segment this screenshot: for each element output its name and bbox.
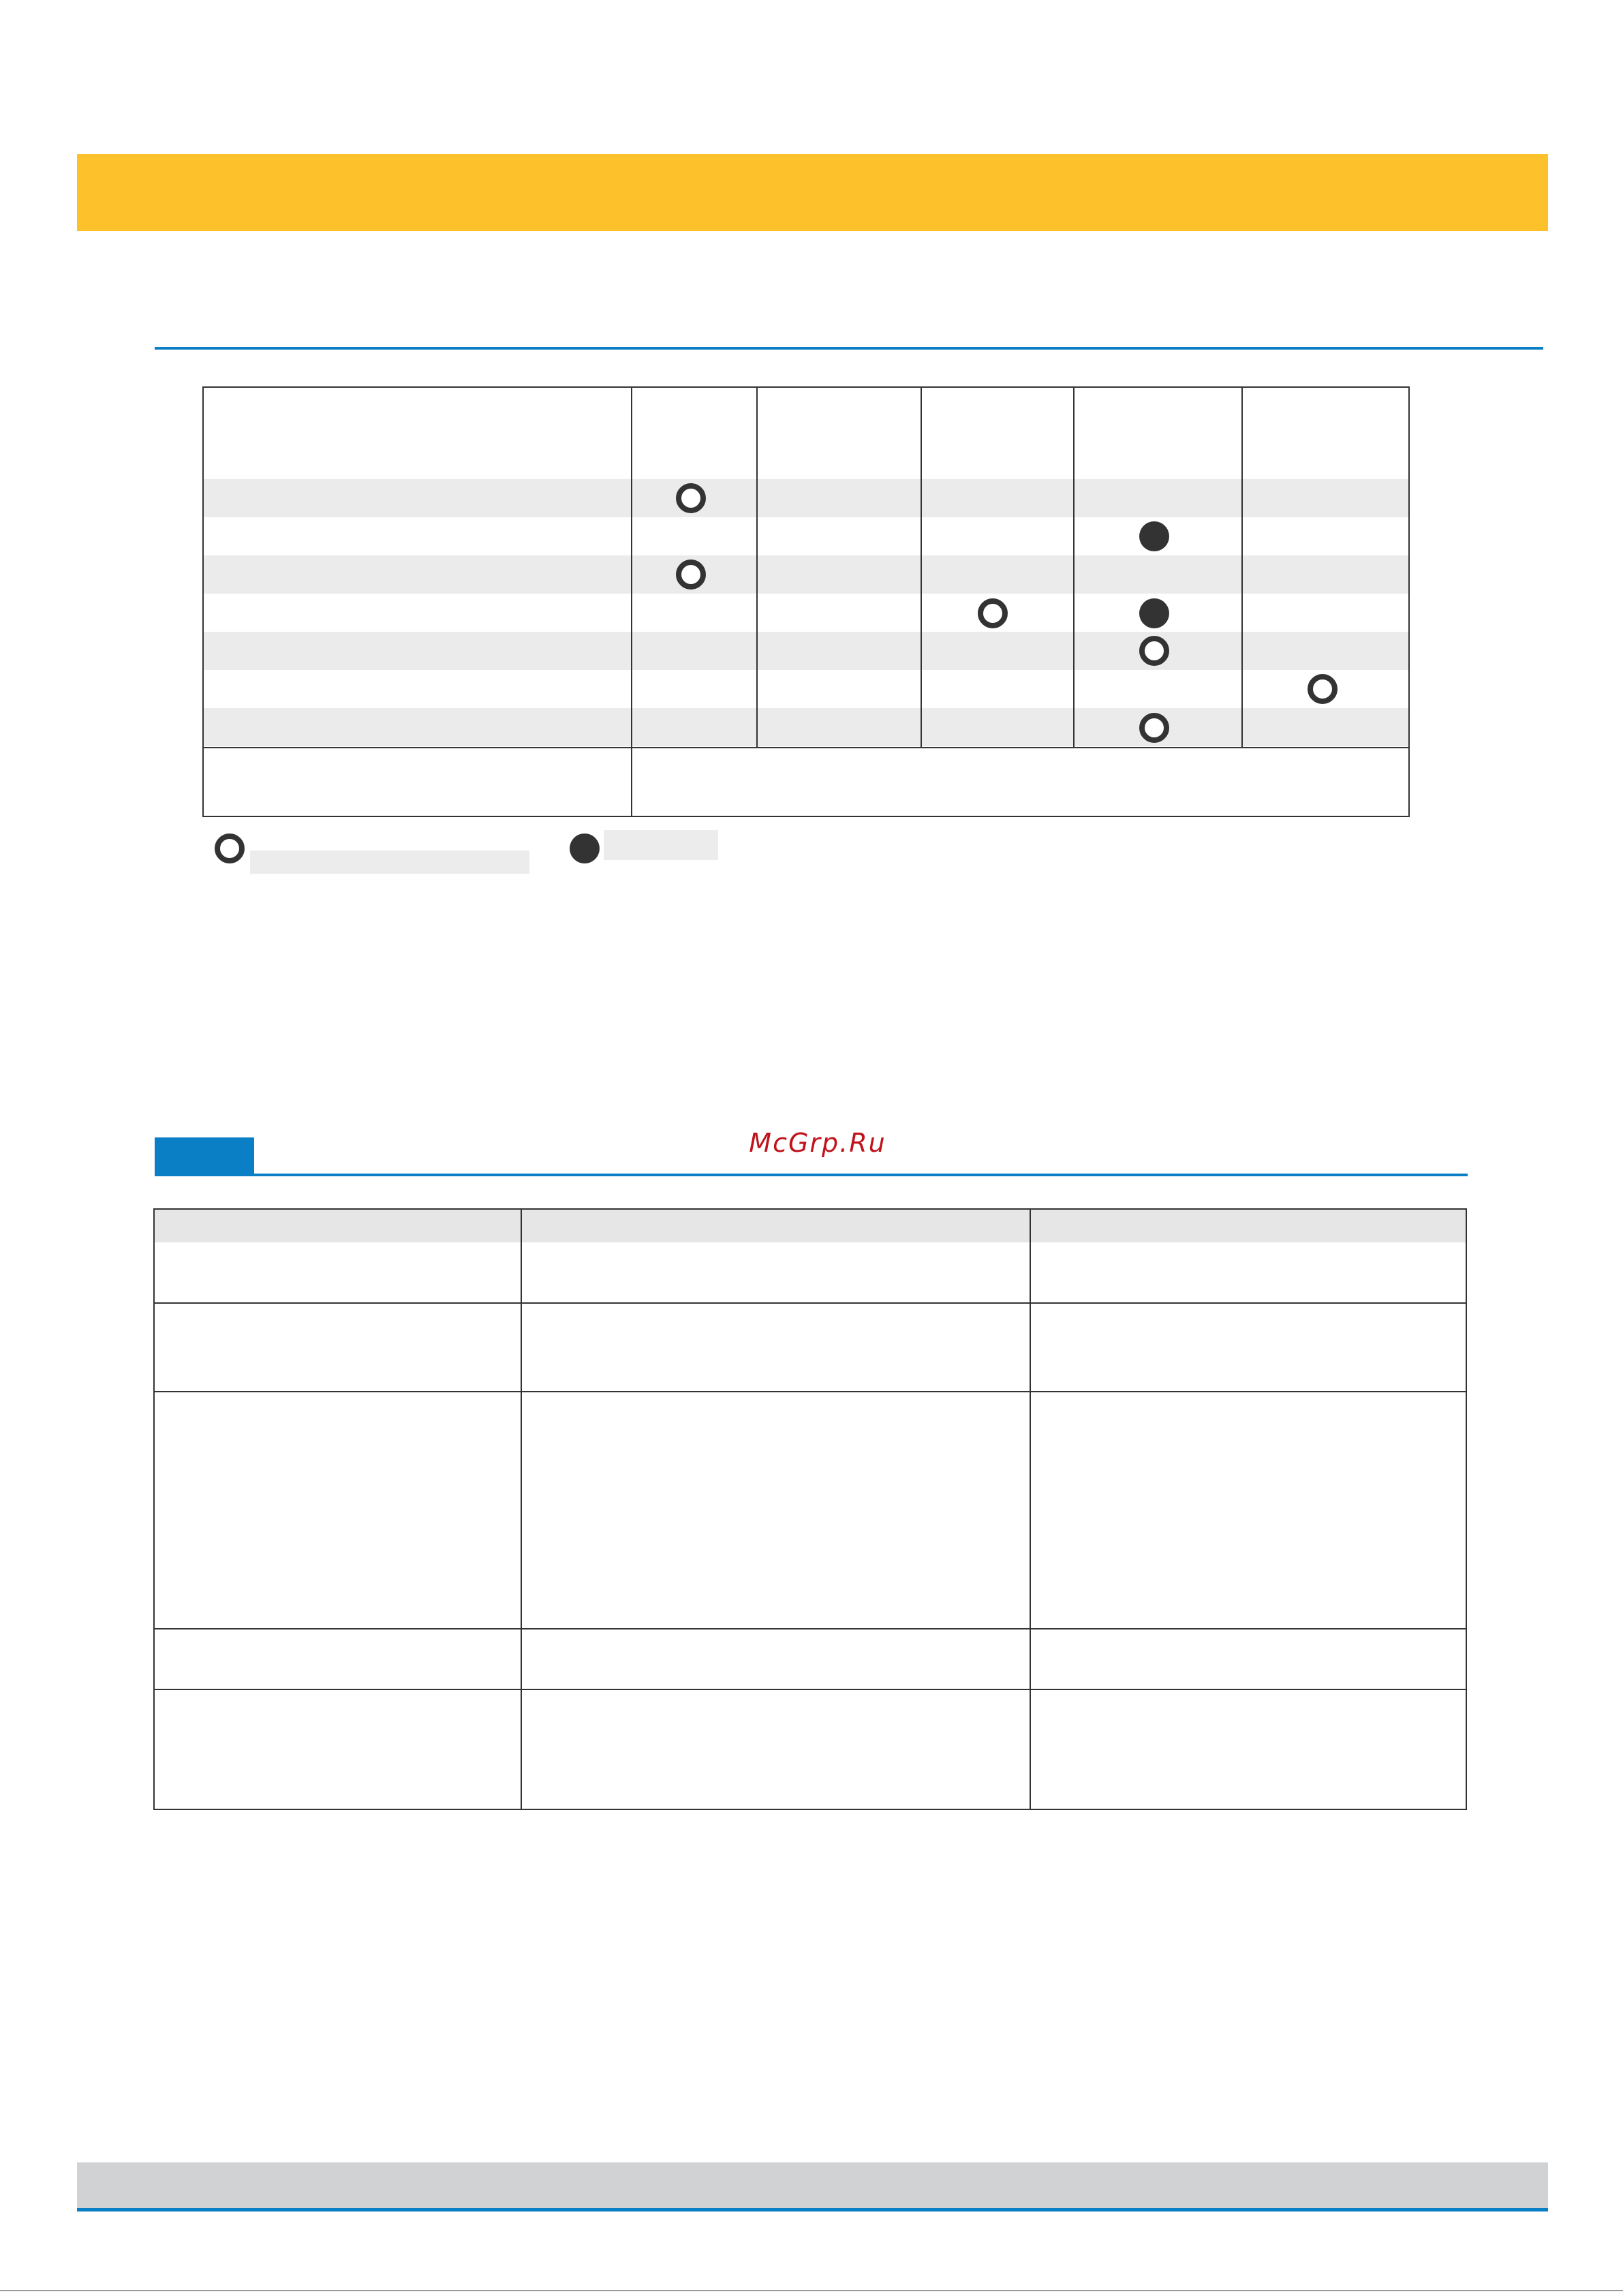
table-header-row [155, 1210, 1466, 1242]
footer-divider [77, 2208, 1548, 2211]
table-row [204, 632, 1408, 670]
column-divider [756, 388, 758, 748]
marker-open-circle [1308, 674, 1338, 704]
marker-open-circle [978, 598, 1008, 628]
header-band [77, 154, 1548, 231]
legend-label-placeholder [604, 830, 718, 860]
legend-filled-circle-icon [570, 833, 600, 863]
legend-label-placeholder [250, 851, 529, 874]
section-marker [155, 1137, 254, 1176]
marker-open-circle [676, 483, 706, 513]
section-divider [254, 1174, 1468, 1176]
marker-filled-circle [1139, 598, 1169, 628]
section-divider [155, 347, 1543, 350]
row-divider [155, 1628, 1466, 1629]
column-divider [921, 388, 922, 748]
table-row [204, 479, 1408, 517]
marker-open-circle [1139, 636, 1169, 666]
column-divider [521, 1210, 522, 1809]
compatibility-table [202, 386, 1410, 817]
marker-open-circle [1139, 713, 1169, 743]
column-divider [1073, 388, 1075, 748]
column-divider [631, 388, 632, 817]
row-divider [155, 1689, 1466, 1690]
watermark: McGrp.Ru [749, 1128, 886, 1158]
table-row [204, 594, 1408, 632]
marker-open-circle [676, 560, 706, 590]
details-table [153, 1208, 1467, 1810]
footer-band [77, 2162, 1548, 2208]
column-divider [1030, 1210, 1031, 1809]
table-row [204, 670, 1408, 708]
legend-open-circle-icon [215, 833, 245, 863]
table-row [204, 517, 1408, 555]
table-row [204, 708, 1408, 746]
marker-filled-circle [1139, 521, 1169, 551]
page-edge-line [0, 2290, 1623, 2291]
table-row [204, 555, 1408, 594]
row-divider [155, 1391, 1466, 1392]
column-divider [1241, 388, 1243, 748]
row-divider [204, 747, 1408, 748]
row-divider [155, 1302, 1466, 1304]
